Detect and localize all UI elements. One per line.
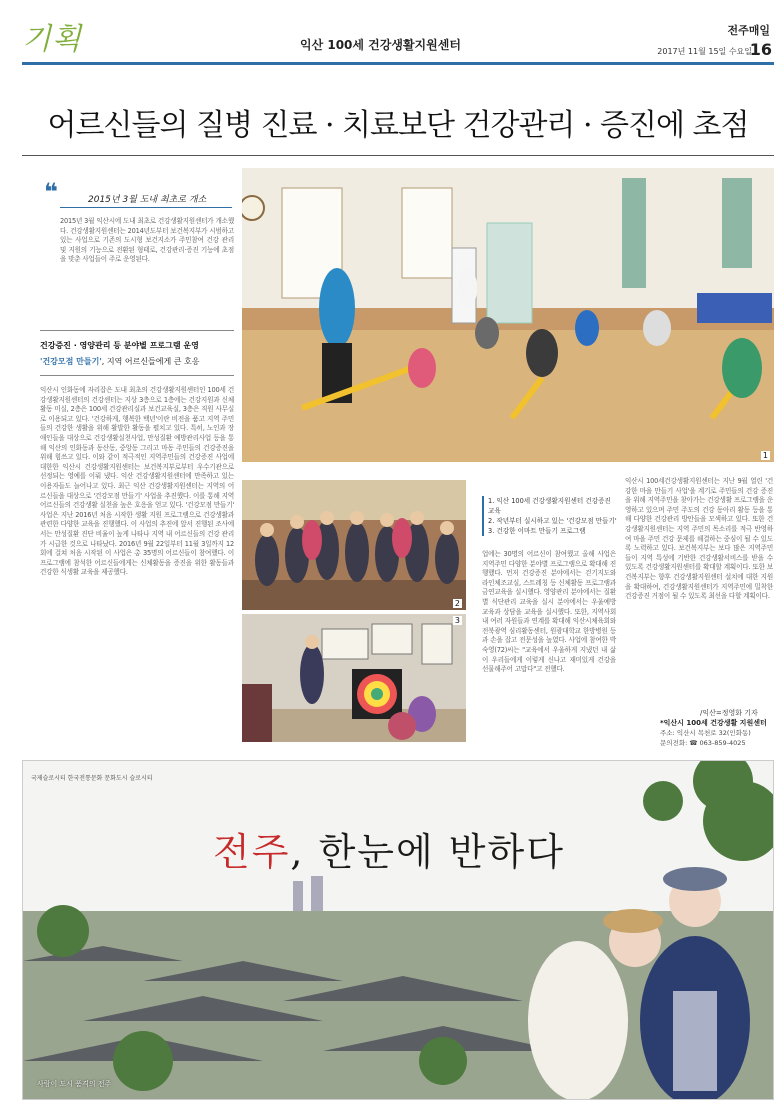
subhead-line2-rest: , 지역 어르신들에게 큰 호응	[101, 357, 200, 366]
subhead-line2	[40, 356, 234, 367]
ad-slogan-city: 전주	[213, 830, 291, 874]
header-rule	[22, 62, 774, 65]
header-center-title: 익산 100세 건강생활지원센터	[300, 38, 461, 52]
org-phone: 문의전화: ☎ 063-859-4025	[660, 739, 746, 747]
photo-number-1: 1	[762, 451, 768, 460]
photo-number-3: 3	[454, 616, 460, 625]
photo-caption-1: 1. 익산 100세 건강생활지원센터 건강증진 교육	[488, 497, 611, 515]
headline-rule	[22, 155, 774, 156]
intro-title: 2015년 3월 도내 최초로 개소	[88, 195, 207, 205]
intro-body: 2015년 3월 익산시에 도내 최초로 건강생활지원센터가 개소했다. 건강생활지원센터는 2014년도부터 보건복지부가 시범하고 있는 사업으로 기존의 도시형 보건지소가 주민참여 건강 관리 및 지원의 기능으로 전환된 형태로, 건강관리·증진 기능에 초점을 맞춘 사업들이 주로 운영된다.	[60, 217, 234, 264]
article-column-3: 익산시 100세건강생활지원센터는 지난 9월 열린 '건강한 마을 만들기 사업'을 계기로 주민들의 건강 증진을 위해 지역주민을 찾아가는 건강생활 프로그램을 운영하고 있으며 주민 주도의 건강 동아리 활동 등을 통해 다양한 건강관리 방안들을 모색하고 있다. 또한 건강생활지원센터는 지역 주민의 목소리를 적극 반영하여 마을 주민 건강 문제를 해결하는 중심이 될 수 있도록 노력하고 있다. 보건복지부는 보다 많은 지역주민들이 지역 특성에 기반한 건강생활서비스를 받을 수 있도록 건강생활지원센터를 확대할 계획이다. 또한 보건복지부는 향후 건강생활지원센터 설치에 대한 지원을 확대하여, 건강생활지원센터가 지역주민에 밀착한 건강증진 거점이 될 수 있도록 최선을 다할 계획이다.	[625, 477, 773, 601]
reporter-signature: /익산=정영화 기자	[700, 709, 758, 717]
photo-captions	[482, 496, 618, 536]
subhead-rule-bottom	[40, 375, 234, 376]
article-column-1: 익산시 인화동에 자리잡은 도내 최초의 건강생활지원센터인 100세 건강생활지원센터의 건강센터는 지상 3층으로 1층에는 건강지원과 신체활동 미실, 2층은 100세 건강관리실과 보건교육실, 3층은 직원 사무실로 이용되고 있다. '건강하게, 행복한 백년'이란 비전을 품고 지역 주민들의 건강한 생활을 위해 활발한 활동을 펼치고 있다. 특히, 노인과 장애인들을 대상으로 건강생활실천사업, 만성질환 예방관리사업 등을 통해 익산의 인화동과 동산동, 중앙동 그리고 마동 주민들의 건강증진을 위해 힘쓰고 있다. 이와 같이 적극적인 지역주민들의 건강증진 사업에 대한한 익산시 건강생활지원센터는 보건복지부로부터 우수기관으로 선정되는 영예를 이뤄 냈다. 익산 건강생활지원센터에 만족하고 있는 이용자들도 늘어나고 있다. 최근 익산 건강생활지원센터는 지역의 어르신들을 대상으로 '건강모점 만들기' 사업을 추진했다. 이를 통해 지역 어르신들의 건강생활 실천을 높은 호응을 얻고 있다. '건강모점 만들기' 사업은 지난 2016년 처음 시작한 생활 지원 프로그램으로 건강생활과 관련한 다양한 교육을 진행했다. 이 사업의 추진에 앞서 진행된 조사에서는 만성질환 진단 비율이 높게 나타나 지역 내 어르신들의 건강 관리가 시급한 것으로 나타났다. 2016년 9월 22일부터 11월 3일까지 12회에 걸쳐 처음 시작된 이 사업은 총 35명의 어르신들이 참여했다. 이 프로그램에 참석한 어르신들에게는 신체활동을 증진을 위한 활동들과 건강한 식생활 교육을 제공했다.	[40, 386, 234, 577]
intro-rule	[60, 207, 232, 208]
ad-slogan-rest: , 한눈에 반하다	[290, 830, 565, 874]
publisher-name: 전주매일	[727, 24, 770, 37]
organization-info	[660, 718, 774, 748]
photo-game-activity	[242, 614, 466, 742]
advertisement-jeonju	[22, 760, 774, 1100]
article-column-2: 업에는 30명의 어르신이 참여했고 올해 사업은 지역주민 다양한 분야별 프로그램으로 확대해 진행했다. 먼저 건강증진 분야에서는 걷기지도와 라인체조교실, 스트레칭 등 신체활동 프로그램과 금연교육을 실시했다. 영양관리 분야에서는 질환별 식단관리 교육을 실시 분야에서는 우울예방 교육과 상담을 교육을 실시했다. 또한, 지역사회 내 여러 자원들과 연계를 확대해 익산시체육회와 전북광역 심리활동센터, 원광대학교 한방병원 등과 손을 잡고 전문성을 높였다. 사업에 참여한 박숙영(72)씨는 "교육에서 우울하게 지냈던 내 삶이 우리들에게 이렇게 신나고 재미있게 건강을 선물해주어 고맙다"고 전했다.	[482, 550, 616, 674]
quote-mark-icon: ❝	[44, 178, 59, 206]
subhead-highlight: '건강모점 만들기'	[40, 357, 102, 366]
subhead-line1: 건강증진 · 영양관리 등 분야별 프로그램 운영	[40, 341, 199, 350]
ad-caption: 사람이 도시 품격의 전주	[37, 1080, 112, 1088]
photo-number-2: 2	[454, 599, 460, 608]
photo-caption-2: 2. 작년부터 실시하고 있는 '건강모점 만들기'	[488, 517, 617, 525]
headline: 어르신들의 질병 진료 · 치료보단 건강관리 · 증진에 초점	[47, 108, 749, 143]
publication-date: 2017년 11월 15일 수요일	[657, 47, 752, 56]
ad-sponsor-logos: 국제슬로시티 한국전통문화 문화도시 슬로시티	[31, 775, 153, 782]
photo-caption-3: 3. 건강한 이마트 만들기 프로그램	[488, 527, 586, 535]
org-address: 주소: 익산시 목천로 32(인화동)	[660, 729, 751, 737]
ad-slogan	[213, 821, 565, 876]
page-header	[0, 0, 782, 68]
section-tag: 기획	[22, 22, 82, 57]
photo-group-portrait	[242, 480, 466, 610]
org-name: *익산시 100세 건강생활 지원센터	[660, 719, 767, 727]
subhead-rule-top	[40, 330, 234, 331]
photo-exercise-class	[242, 168, 774, 462]
page-number: 16	[749, 40, 772, 59]
